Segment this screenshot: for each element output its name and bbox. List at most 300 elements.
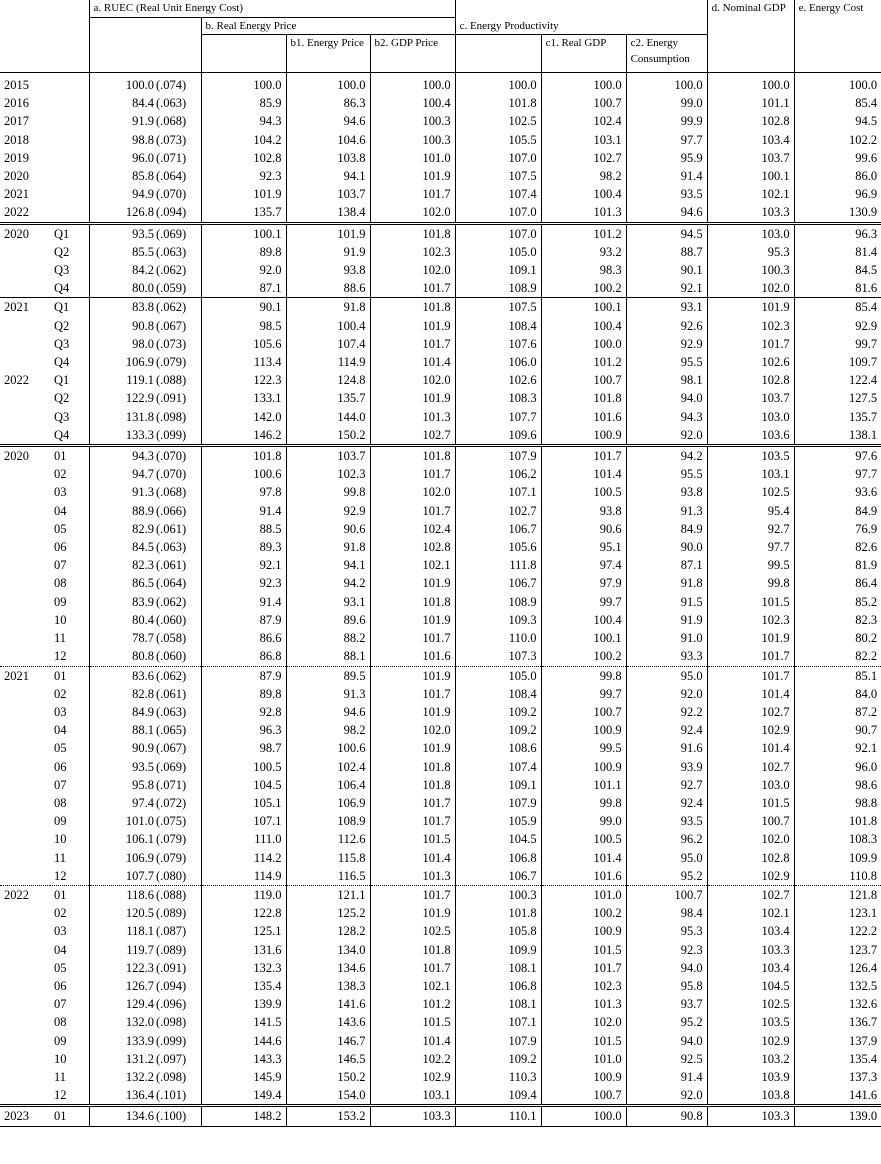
- real-gdp: 102.0: [541, 1013, 626, 1031]
- energy-cost: 126.4: [848, 960, 878, 975]
- energy-price: 89.5: [286, 666, 370, 685]
- energy-productivity: 105.5: [455, 131, 541, 149]
- energy-cost: 102.2: [848, 132, 878, 147]
- ruec-value: 129.4: [125, 997, 154, 1012]
- energy-consumption: 95.8: [626, 977, 707, 995]
- table-row: [0, 1032, 881, 1050]
- table-row: [0, 185, 881, 203]
- real-energy-price: 100.6: [201, 465, 286, 483]
- energy-consumption: 95.0: [626, 849, 707, 867]
- period-sub: [50, 203, 89, 223]
- ruec-ratio: (.069): [156, 223, 201, 243]
- nominal-gdp: 101.7: [707, 335, 794, 353]
- gdp-price: 101.9: [370, 666, 455, 685]
- table-row: [0, 261, 881, 279]
- energy-productivity: 107.6: [455, 335, 541, 353]
- gdp-price: 101.9: [370, 611, 455, 629]
- energy-price: 154.0: [286, 1086, 370, 1106]
- energy-consumption: 95.9: [626, 149, 707, 167]
- energy-cost: 94.5: [855, 114, 878, 129]
- gdp-price: 101.4: [370, 353, 455, 371]
- period-sub: 07: [50, 776, 89, 794]
- table-row: [0, 335, 881, 353]
- ruec-value: 88.1: [132, 723, 154, 738]
- gdp-price: 101.8: [370, 298, 455, 317]
- period-sub: 06: [50, 758, 89, 776]
- energy-cost: 81.6: [855, 281, 878, 296]
- energy-productivity: 108.1: [455, 959, 541, 977]
- energy-price: 102.4: [286, 758, 370, 776]
- real-energy-price: 92.1: [201, 556, 286, 574]
- period-sub: 05: [50, 520, 89, 538]
- period-sub: 12: [50, 1086, 89, 1106]
- energy-productivity: 110.1: [455, 1106, 541, 1126]
- ruec-value: 95.8: [132, 777, 154, 792]
- ruec-ratio: (.088): [156, 885, 201, 904]
- gdp-price: 101.8: [370, 223, 455, 243]
- ruec-ratio: (.061): [156, 685, 201, 703]
- period-sub: Q4: [50, 279, 89, 298]
- table-row: [0, 739, 881, 757]
- energy-productivity: 107.5: [455, 167, 541, 185]
- table-row: [0, 131, 881, 149]
- energy-price: 106.9: [286, 794, 370, 812]
- real-energy-price: 125.1: [201, 922, 286, 940]
- real-energy-price: 89.3: [201, 538, 286, 556]
- period-year: [0, 849, 50, 867]
- real-gdp: 99.5: [541, 739, 626, 757]
- energy-consumption: 91.5: [626, 593, 707, 611]
- energy-consumption: 95.5: [626, 465, 707, 483]
- ruec-value: 82.3: [132, 558, 154, 573]
- table-row: [0, 446, 881, 466]
- ruec-ratio: (.097): [156, 1050, 201, 1068]
- real-gdp: 101.3: [541, 203, 626, 223]
- energy-cost: 76.9: [855, 521, 878, 536]
- nominal-gdp: 104.5: [707, 977, 794, 995]
- energy-price: 138.3: [286, 977, 370, 995]
- gdp-price: 101.7: [370, 885, 455, 904]
- ruec-value: 107.7: [125, 868, 154, 883]
- table-row: [0, 94, 881, 112]
- ruec-value: 83.9: [132, 594, 154, 609]
- real-energy-price: 114.9: [201, 867, 286, 886]
- energy-productivity: 101.8: [455, 904, 541, 922]
- period-sub: 01: [50, 666, 89, 685]
- period-year: 2015: [0, 73, 50, 95]
- energy-consumption: 100.7: [626, 885, 707, 904]
- table-row: [0, 776, 881, 794]
- energy-productivity: 107.5: [455, 298, 541, 317]
- ruec-value: 94.9: [132, 187, 154, 202]
- ruec-value: 120.5: [125, 906, 154, 921]
- period-sub: Q1: [50, 223, 89, 243]
- period-sub: 01: [50, 446, 89, 466]
- energy-price: 146.7: [286, 1032, 370, 1050]
- energy-cost: 110.8: [849, 868, 878, 883]
- nominal-gdp: 102.5: [707, 995, 794, 1013]
- ruec-ratio: (.094): [156, 203, 201, 223]
- ruec-ratio: (.098): [156, 408, 201, 426]
- energy-consumption: 91.8: [626, 574, 707, 592]
- energy-consumption: 94.6: [626, 203, 707, 223]
- energy-price: 91.8: [286, 538, 370, 556]
- period-sub: 03: [50, 703, 89, 721]
- period-sub: [50, 167, 89, 185]
- period-sub: [50, 185, 89, 203]
- period-sub: 06: [50, 538, 89, 556]
- nominal-gdp: 102.7: [707, 885, 794, 904]
- period-sub: Q2: [50, 243, 89, 261]
- gdp-price: 101.8: [370, 941, 455, 959]
- nominal-gdp: 103.3: [707, 1106, 794, 1126]
- ruec-value: 106.1: [125, 832, 154, 847]
- nominal-gdp: 102.1: [707, 185, 794, 203]
- energy-consumption: 92.7: [626, 776, 707, 794]
- period-sub: Q3: [50, 408, 89, 426]
- gdp-price: 100.3: [370, 131, 455, 149]
- period-year: 2018: [4, 132, 29, 147]
- period-year: [0, 959, 50, 977]
- real-energy-price: 119.0: [201, 885, 286, 904]
- table-row: [0, 502, 881, 520]
- ruec-value: 131.8: [125, 409, 154, 424]
- real-energy-price: 87.1: [201, 279, 286, 298]
- energy-cost: 93.6: [855, 485, 878, 500]
- nominal-gdp: 92.7: [707, 520, 794, 538]
- nominal-gdp: 103.4: [707, 959, 794, 977]
- ruec-ratio: (.091): [156, 389, 201, 407]
- gdp-price: 101.0: [370, 149, 455, 167]
- table-row: [0, 629, 881, 647]
- energy-consumption: 93.5: [626, 812, 707, 830]
- period-year: [0, 1013, 50, 1031]
- ruec-ratio: (.070): [156, 465, 201, 483]
- energy-consumption: 91.4: [626, 1068, 707, 1086]
- real-gdp: 101.4: [541, 849, 626, 867]
- energy-productivity: 100.0: [455, 73, 541, 95]
- gdp-price: 102.1: [370, 977, 455, 995]
- period-year: [0, 408, 50, 426]
- ruec-value: 94.7: [132, 467, 154, 482]
- nominal-gdp: 102.0: [707, 279, 794, 298]
- real-energy-price: 97.8: [201, 483, 286, 501]
- energy-consumption: 92.0: [626, 1086, 707, 1106]
- period-year: 2020: [0, 446, 50, 466]
- energy-price: 141.6: [286, 995, 370, 1013]
- gdp-price: 103.3: [370, 1106, 455, 1126]
- period-sub: 09: [50, 1032, 89, 1050]
- table-row: [0, 830, 881, 848]
- energy-cost: 96.3: [794, 223, 881, 243]
- energy-price: 116.5: [286, 867, 370, 886]
- energy-productivity: 107.9: [455, 794, 541, 812]
- real-gdp: 100.9: [541, 721, 626, 739]
- energy-consumption: 98.1: [626, 371, 707, 389]
- period-year: [0, 261, 50, 279]
- ruec-ratio: (.064): [156, 574, 201, 592]
- table-body: [0, 73, 881, 1127]
- ruec-ratio: (.088): [156, 371, 201, 389]
- period-sub: [50, 94, 89, 112]
- energy-price: 150.2: [286, 426, 370, 446]
- table-row: [0, 73, 881, 95]
- energy-productivity: 106.8: [455, 849, 541, 867]
- period-year: [0, 941, 50, 959]
- period-year: [0, 611, 50, 629]
- energy-cost: 109.7: [848, 355, 878, 370]
- gdp-price: 102.5: [370, 922, 455, 940]
- real-energy-price: 104.5: [201, 776, 286, 794]
- header-b: b. Real Energy Price: [201, 18, 455, 35]
- energy-consumption: 92.4: [626, 721, 707, 739]
- period-sub: 08: [50, 1013, 89, 1031]
- ruec-value: 80.8: [132, 649, 154, 664]
- nominal-gdp: 95.4: [707, 502, 794, 520]
- ruec-value: 100.0: [89, 73, 156, 95]
- energy-price: 100.6: [286, 739, 370, 757]
- ruec-ratio: (.069): [156, 758, 201, 776]
- ruec-ratio: (.080): [156, 867, 201, 886]
- energy-price: 94.6: [286, 112, 370, 130]
- energy-consumption: 98.4: [626, 904, 707, 922]
- energy-productivity: 107.4: [455, 758, 541, 776]
- ruec-value: 84.2: [132, 263, 154, 278]
- energy-cost: 127.5: [848, 391, 878, 406]
- energy-cost: 123.7: [848, 942, 878, 957]
- period-year: [0, 776, 50, 794]
- energy-consumption: 95.2: [626, 867, 707, 886]
- ruec-ratio: (.071): [156, 149, 201, 167]
- nominal-gdp: 102.5: [707, 483, 794, 501]
- energy-productivity: 107.4: [455, 185, 541, 203]
- ruec-value: 93.5: [89, 223, 156, 243]
- real-energy-price: 146.2: [201, 426, 286, 446]
- ruec-ratio: (.101): [156, 1086, 201, 1106]
- ruec-ratio: (.089): [156, 904, 201, 922]
- real-gdp: 100.0: [541, 73, 626, 95]
- energy-cost: 81.4: [855, 244, 878, 259]
- ruec-ratio: (.074): [156, 73, 201, 95]
- ruec-value: 80.4: [132, 612, 154, 627]
- energy-cost: 85.4: [855, 96, 878, 111]
- energy-productivity: 109.3: [455, 611, 541, 629]
- gdp-price: 101.7: [370, 812, 455, 830]
- period-year: 2020: [4, 169, 29, 184]
- energy-productivity: 105.9: [455, 812, 541, 830]
- table-header: [0, 0, 881, 73]
- energy-consumption: 95.2: [626, 1013, 707, 1031]
- nominal-gdp: 102.7: [707, 703, 794, 721]
- real-energy-price: 86.6: [201, 629, 286, 647]
- energy-price: 114.9: [286, 353, 370, 371]
- gdp-price: 101.7: [370, 335, 455, 353]
- ruec-ratio: (.063): [156, 538, 201, 556]
- real-energy-price: 141.5: [201, 1013, 286, 1031]
- energy-consumption: 95.3: [626, 922, 707, 940]
- nominal-gdp: 103.3: [707, 941, 794, 959]
- table-row: [0, 849, 881, 867]
- ruec-ratio: (.062): [156, 593, 201, 611]
- gdp-price: 101.3: [370, 867, 455, 886]
- table-row: [0, 203, 881, 223]
- nominal-gdp: 101.5: [707, 593, 794, 611]
- period-year: [0, 1086, 50, 1106]
- ruec-value: 131.2: [125, 1051, 154, 1066]
- gdp-price: 101.3: [370, 408, 455, 426]
- period-sub: 02: [50, 904, 89, 922]
- ruec-value: 83.8: [89, 298, 156, 317]
- energy-price: 94.6: [286, 703, 370, 721]
- energy-price: 104.6: [286, 131, 370, 149]
- gdp-price: 101.8: [370, 776, 455, 794]
- real-gdp: 100.7: [541, 1086, 626, 1106]
- energy-consumption: 92.0: [626, 426, 707, 446]
- gdp-price: 101.7: [370, 959, 455, 977]
- gdp-price: 102.0: [370, 261, 455, 279]
- period-sub: 05: [50, 959, 89, 977]
- period-year: [0, 465, 50, 483]
- table-row: [0, 593, 881, 611]
- nominal-gdp: 101.7: [707, 647, 794, 666]
- period-sub: 07: [50, 995, 89, 1013]
- energy-productivity: 107.0: [455, 149, 541, 167]
- nominal-gdp: 103.7: [707, 389, 794, 407]
- energy-price: 112.6: [286, 830, 370, 848]
- energy-cost: 80.2: [855, 631, 878, 646]
- period-year: [0, 977, 50, 995]
- ruec-ratio: (.068): [156, 112, 201, 130]
- table-row: [0, 538, 881, 556]
- energy-cost: 84.0: [855, 686, 878, 701]
- period-year: [0, 593, 50, 611]
- real-gdp: 100.9: [541, 426, 626, 446]
- real-energy-price: 92.0: [201, 261, 286, 279]
- real-energy-price: 145.9: [201, 1068, 286, 1086]
- real-energy-price: 92.8: [201, 703, 286, 721]
- ruec-ratio: (.060): [156, 647, 201, 666]
- energy-price: 107.4: [286, 335, 370, 353]
- energy-productivity: 102.7: [455, 502, 541, 520]
- energy-consumption: 91.6: [626, 739, 707, 757]
- real-energy-price: 105.1: [201, 794, 286, 812]
- period-year: [0, 812, 50, 830]
- energy-cost: 81.9: [855, 558, 878, 573]
- energy-price: 108.9: [286, 812, 370, 830]
- real-energy-price: 100.0: [201, 73, 286, 95]
- energy-consumption: 92.5: [626, 1050, 707, 1068]
- ruec-value: 97.4: [132, 795, 154, 810]
- energy-consumption: 93.9: [626, 758, 707, 776]
- energy-price: 102.3: [286, 465, 370, 483]
- energy-consumption: 93.8: [626, 483, 707, 501]
- real-gdp: 100.1: [541, 298, 626, 317]
- real-energy-price: 94.3: [201, 112, 286, 130]
- real-gdp: 98.2: [541, 167, 626, 185]
- energy-productivity: 111.8: [455, 556, 541, 574]
- real-gdp: 100.7: [541, 94, 626, 112]
- gdp-price: 101.2: [370, 995, 455, 1013]
- period-sub: 09: [50, 593, 89, 611]
- ruec-value: 136.4: [125, 1088, 154, 1103]
- energy-price: 144.0: [286, 408, 370, 426]
- energy-price: 134.6: [286, 959, 370, 977]
- energy-consumption: 94.5: [626, 223, 707, 243]
- nominal-gdp: 103.2: [707, 1050, 794, 1068]
- table-row: [0, 389, 881, 407]
- real-energy-price: 86.8: [201, 647, 286, 666]
- period-sub: [50, 112, 89, 130]
- period-year: [0, 867, 50, 886]
- table-row: [0, 941, 881, 959]
- gdp-price: 102.0: [370, 371, 455, 389]
- real-energy-price: 92.3: [201, 574, 286, 592]
- ruec-ratio: (.087): [156, 922, 201, 940]
- gdp-price: 102.0: [370, 483, 455, 501]
- real-energy-price: 101.8: [201, 446, 286, 466]
- ruec-value: 106.9: [125, 850, 154, 865]
- period-year: [0, 389, 50, 407]
- table-row: [0, 317, 881, 335]
- energy-cost: 101.8: [848, 814, 878, 829]
- table-row: [0, 995, 881, 1013]
- gdp-price: 101.7: [370, 185, 455, 203]
- energy-price: 91.9: [286, 243, 370, 261]
- energy-consumption: 91.3: [626, 502, 707, 520]
- table-row: [0, 959, 881, 977]
- energy-cost: 99.7: [855, 336, 878, 351]
- energy-cost: 82.6: [855, 540, 878, 555]
- energy-cost: 132.6: [848, 997, 878, 1012]
- real-gdp: 100.9: [541, 1068, 626, 1086]
- period-sub: 03: [50, 922, 89, 940]
- ruec-ratio: (.063): [156, 243, 201, 261]
- period-sub: Q1: [50, 371, 89, 389]
- energy-productivity: 105.8: [455, 922, 541, 940]
- header-c2: c2. Energy Consumption: [626, 35, 707, 73]
- energy-price: 103.8: [286, 149, 370, 167]
- period-sub: 11: [50, 629, 89, 647]
- period-sub: 12: [50, 647, 89, 666]
- gdp-price: 101.5: [370, 1013, 455, 1031]
- period-sub: 12: [50, 867, 89, 886]
- energy-consumption: 92.4: [626, 794, 707, 812]
- real-energy-price: 85.9: [201, 94, 286, 112]
- real-energy-price: 133.1: [201, 389, 286, 407]
- energy-cost: 137.9: [848, 1033, 878, 1048]
- period-sub: Q4: [50, 426, 89, 446]
- gdp-price: 101.9: [370, 167, 455, 185]
- period-year: [0, 830, 50, 848]
- energy-productivity: 107.9: [455, 446, 541, 466]
- nominal-gdp: 101.7: [707, 666, 794, 685]
- ruec-value: 134.6: [89, 1106, 156, 1126]
- header-period: [0, 0, 89, 73]
- period-year: [0, 279, 50, 298]
- nominal-gdp: 103.8: [707, 1086, 794, 1106]
- gdp-price: 101.8: [370, 446, 455, 466]
- energy-productivity: 102.6: [455, 371, 541, 389]
- table-row: [0, 465, 881, 483]
- real-gdp: 101.1: [541, 776, 626, 794]
- period-year: [0, 353, 50, 371]
- energy-consumption: 94.3: [626, 408, 707, 426]
- period-year: 2022: [0, 885, 50, 904]
- period-sub: [50, 73, 89, 95]
- table-row: [0, 922, 881, 940]
- real-energy-price: 142.0: [201, 408, 286, 426]
- ruec-ratio: (.058): [156, 629, 201, 647]
